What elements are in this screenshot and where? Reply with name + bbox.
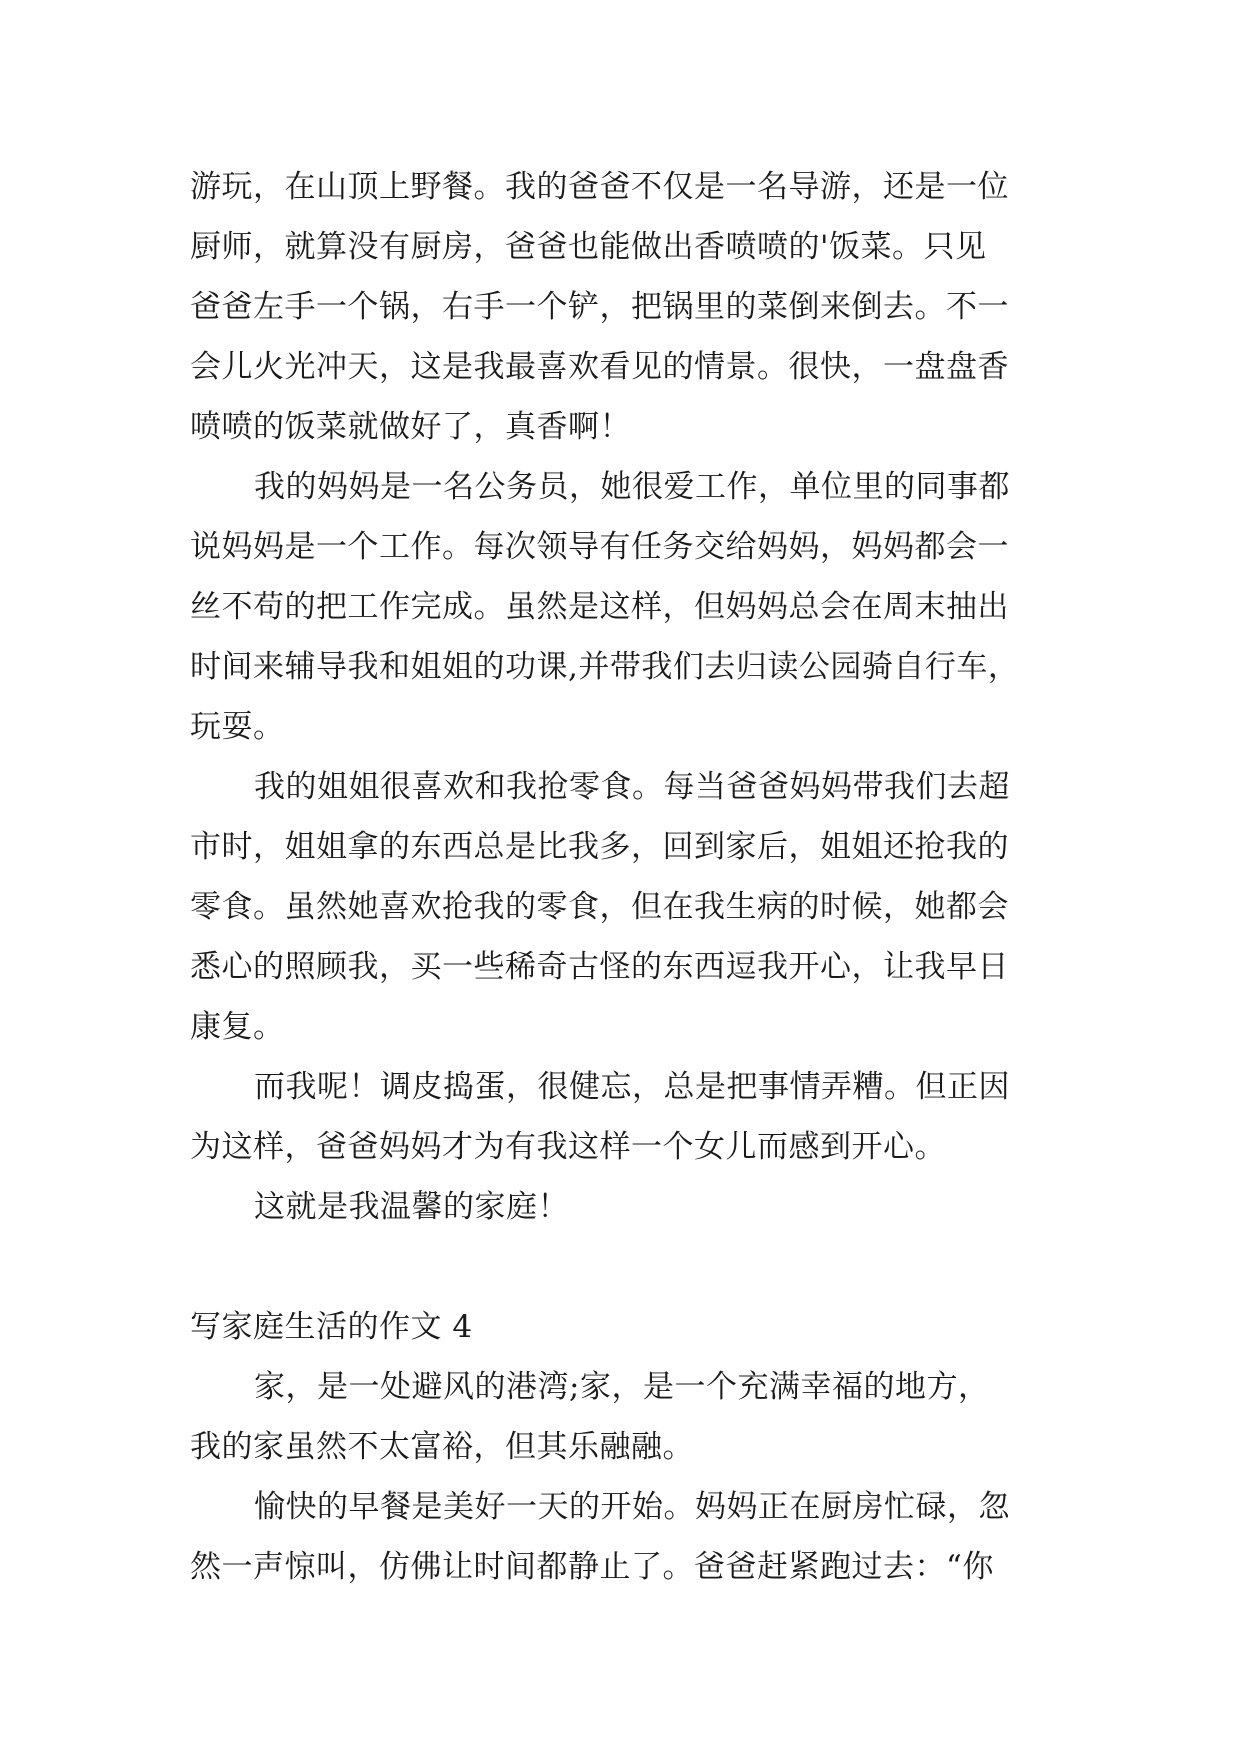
paragraph-line: 厨师，就算没有厨房，爸爸也能做出香喷喷的'饭菜。只见 xyxy=(190,229,987,265)
document-page xyxy=(190,157,1050,1597)
paragraph-line: 会儿火光冲天，这是我最喜欢看见的情景。很快，一盘盘香 xyxy=(190,349,1009,385)
section-heading: 写家庭生活的作文 4 xyxy=(190,1309,473,1345)
paragraph-line: 这就是我温馨的家庭！ xyxy=(254,1189,569,1225)
paragraph-line: 悉心的照顾我，买一些稀奇古怪的东西逗我开心，让我早日 xyxy=(190,949,1009,985)
paragraph-line: 而我呢！调皮捣蛋，很健忘，总是把事情弄糟。但正因 xyxy=(254,1069,1010,1105)
paragraph-line: 市时，姐姐拿的东西总是比我多，回到家后，姐姐还抢我的 xyxy=(190,829,1009,865)
paragraph-line: 家，是一处避风的港湾;家，是一个充满幸福的地方， xyxy=(254,1369,990,1405)
paragraph-line: 零食。虽然她喜欢抢我的零食，但在我生病的时候，她都会 xyxy=(190,889,1009,925)
paragraph-line: 然一声惊叫，仿佛让时间都静止了。爸爸赶紧跑过去：“你 xyxy=(190,1549,994,1585)
paragraph-line: 我的家虽然不太富裕，但其乐融融。 xyxy=(190,1429,694,1465)
paragraph-line: 我的妈妈是一名公务员，她很爱工作，单位里的同事都 xyxy=(254,469,1010,505)
paragraph-line: 爸爸左手一个锅，右手一个铲，把锅里的菜倒来倒去。不一 xyxy=(190,289,1009,325)
paragraph-line: 说妈妈是一个工作。每次领导有任务交给妈妈，妈妈都会一 xyxy=(190,529,1009,565)
paragraph-line: 愉快的早餐是美好一天的开始。妈妈正在厨房忙碌，忽 xyxy=(254,1489,1010,1525)
paragraph-line: 游玩，在山顶上野餐。我的爸爸不仅是一名导游，还是一位 xyxy=(190,169,1009,205)
paragraph-line: 丝不苟的把工作完成。虽然是这样，但妈妈总会在周末抽出 xyxy=(190,589,1009,625)
paragraph-line: 时间来辅导我和姐姐的功课,并带我们去归读公园骑自行车， xyxy=(190,649,1020,685)
paragraph-line: 我的姐姐很喜欢和我抢零食。每当爸爸妈妈带我们去超 xyxy=(254,769,1010,805)
paragraph-line: 玩耍。 xyxy=(190,709,285,745)
paragraph-line: 为这样，爸爸妈妈才为有我这样一个女儿而感到开心。 xyxy=(190,1129,946,1165)
paragraph-line: 康复。 xyxy=(190,1009,285,1045)
paragraph-line: 喷喷的饭菜就做好了，真香啊！ xyxy=(190,409,631,445)
section-spacer xyxy=(190,1237,1050,1297)
